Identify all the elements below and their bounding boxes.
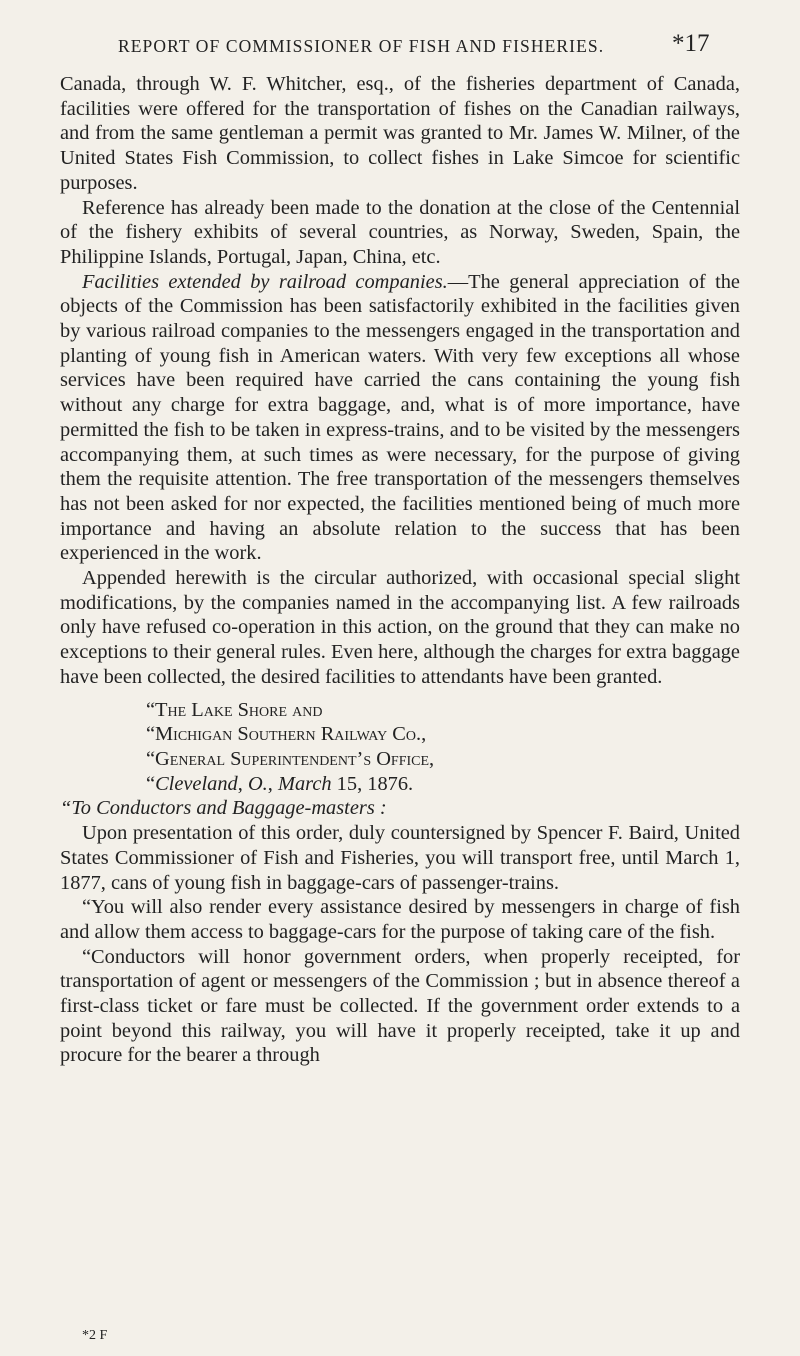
- paragraph-railroad-facilities: Facilities extended by railroad companies.—The general appreciation of the objects of the Commission has been satisfactorily exhibited in the facilities given by various railroad companies to the messengers engaged in the transportation and planting of young fish in American waters. With very few exceptions all whose services have been required have carried the cans containing the young fish without any charge for extra baggage, and, what is of more importance, have permitted the fish to be taken in express-trains, and to be visited by the messengers accompanying them, at such times as were necessary, for the purpose of giving them the requisite attention. The free transportation of the messengers themselves has not been asked for nor expected, the facilities mentioned being of much more importance and having an absolute relation to the success that has been experienced in the work.: [60, 270, 740, 565]
- letter-heading-line: “Michigan Southern Railway Co.,: [146, 723, 427, 746]
- letter-paragraph: “You will also render every assistance desired by messengers in charge of fish and allow them access to baggage-cars for the purpose of taking care of the fish.: [60, 896, 740, 943]
- paragraph-centennial: Reference has already been made to the donation at the close of the Centennial of the fishery exhibits of several countries, as Norway, Sweden, Spain, the Philippine Islands, Portugal, Japan, China, etc.: [60, 196, 740, 268]
- paragraph-circular: Appended herewith is the circular authorized, with occasional special slight modifications, by the companies named in the accompanying list. A few railroads only have refused co-operation in this action, on the ground that they can make no exceptions to their general rules. Even here, although the charges for extra baggage have been collected, the desired facilities to attendants have been granted.: [60, 567, 740, 688]
- letter-heading: [60, 698, 740, 797]
- signature-mark: *2 F: [82, 1328, 108, 1343]
- letter-heading-line: “The Lake Shore and: [146, 698, 323, 721]
- page-number: *17: [672, 30, 710, 57]
- letter-heading-line: “General Superintendent’s Office,: [146, 747, 435, 770]
- body-text: [60, 72, 740, 1068]
- running-head: REPORT OF COMMISSIONER OF FISH AND FISHERIES.: [118, 36, 605, 56]
- section-subheading: Facilities extended by railroad companies.: [82, 270, 448, 293]
- paragraph-continued: Canada, through W. F. Whitcher, esq., of the fisheries department of Canada, facilities were offered for the transportation of fishes on the Canadian railways, and from the same gentleman a permit was granted to Mr. James W. Milner, of the United States Fish Commission, to collect fishes in Lake Simcoe for scientific purposes.: [60, 73, 740, 194]
- letter-salutation: “To Conductors and Baggage-masters :: [60, 797, 387, 820]
- letter-paragraph: Upon presentation of this order, duly countersigned by Spencer F. Baird, United States Commissioner of Fish and Fisheries, you will transport free, until March 1, 1877, cans of young fish in baggage-cars of passenger-trains.: [60, 822, 740, 894]
- letter-paragraph: “Conductors will honor government orders, when properly receipted, for transportation of agent or messengers of the Commission ; but in absence thereof a first-class ticket or fare must be collected. If the government order extends to a point beyond this railway, you will have it properly receipted, take it up and procure for the bearer a through: [60, 945, 740, 1067]
- letter-date-line: “Cleveland, O., March 15, 1876.: [146, 772, 414, 795]
- page-header: [0, 30, 800, 60]
